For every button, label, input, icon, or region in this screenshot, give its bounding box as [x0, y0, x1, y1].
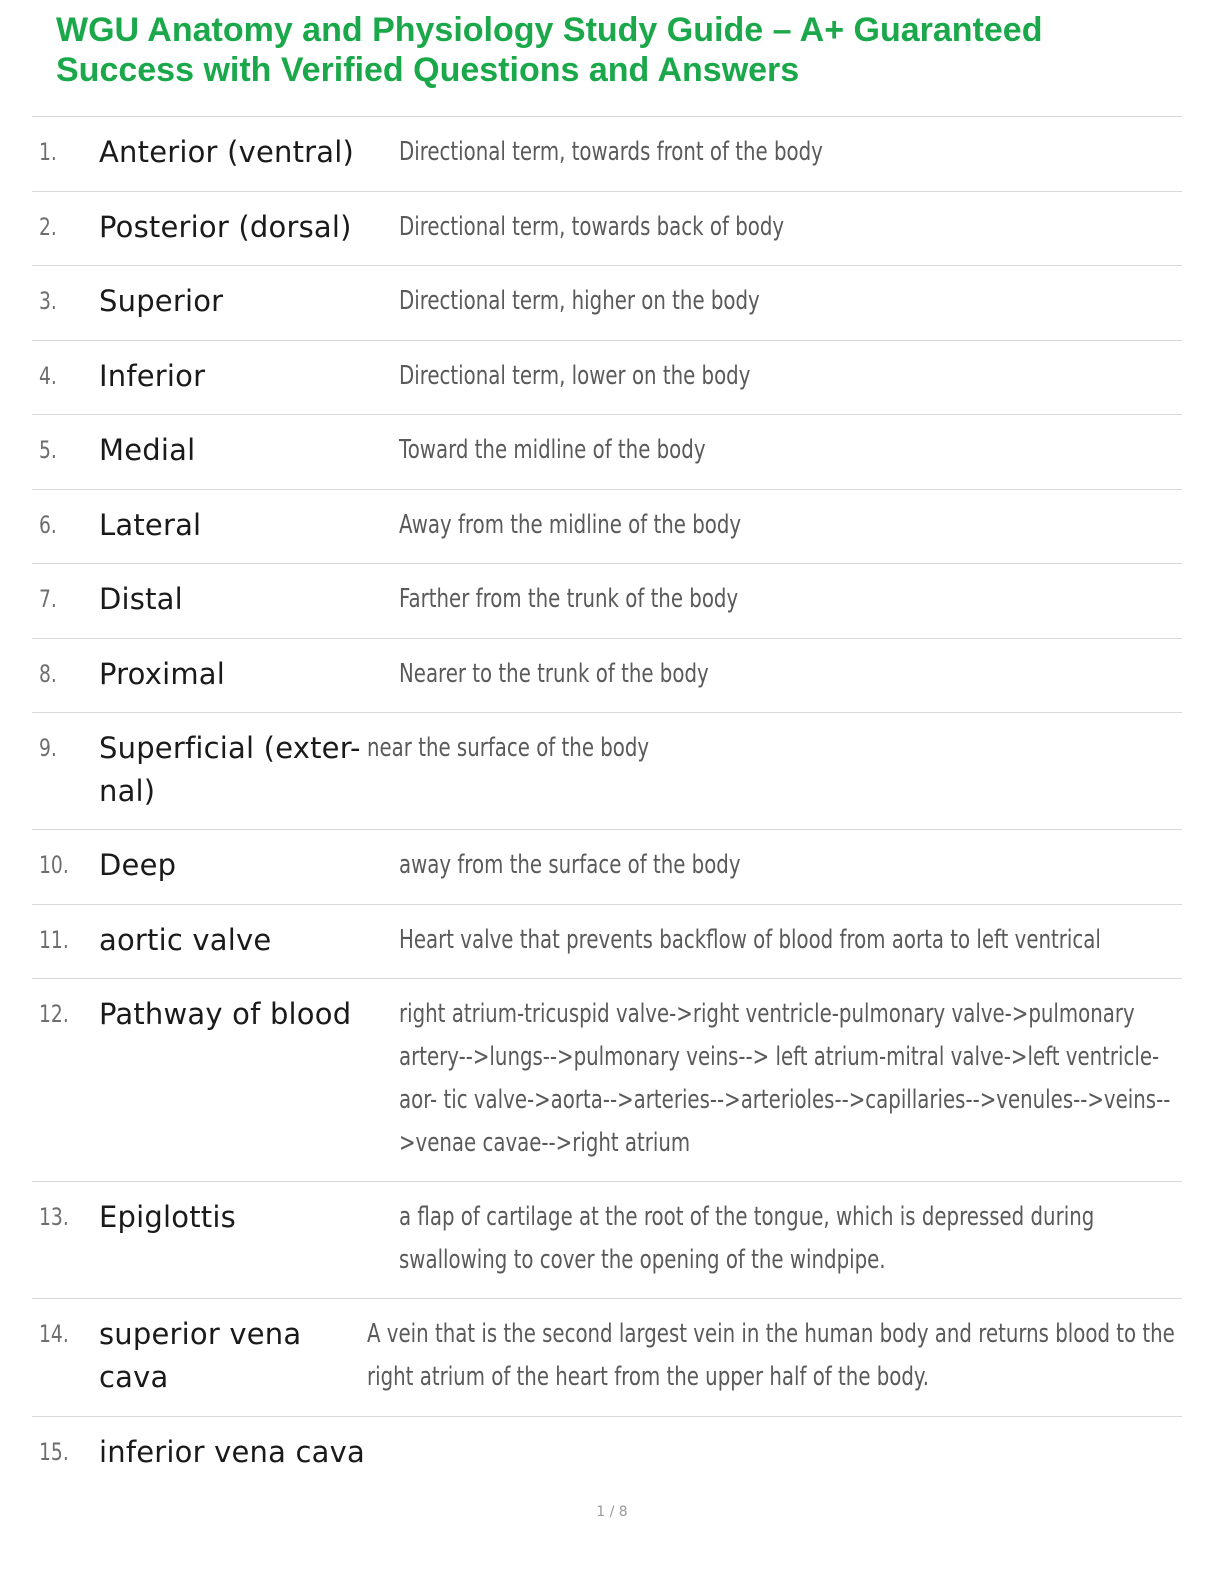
term-row: [32, 341, 1182, 415]
term-number: 3.: [39, 287, 57, 315]
term-word: Medial: [99, 433, 196, 467]
term-number: 1.: [39, 138, 57, 166]
term-definition: [399, 429, 1182, 472]
term-definition-text: Directional term, towards back of body: [399, 212, 785, 242]
term-number: 6.: [39, 511, 57, 539]
term-definition: [399, 280, 1182, 323]
term-number: 4.: [39, 362, 57, 390]
term-word: inferior vena cava: [99, 1435, 365, 1469]
term-word: Lateral: [99, 508, 202, 542]
term-word: Posterior (dorsal): [99, 210, 352, 244]
term-number: 15.: [39, 1438, 69, 1466]
term-number: 11.: [39, 926, 69, 954]
term-row: [32, 905, 1182, 979]
term-row: [32, 192, 1182, 266]
term-word: Distal: [99, 582, 183, 616]
term-number: 2.: [39, 213, 57, 241]
term-word: Proximal: [99, 657, 226, 691]
term-definition-text: Directional term, towards front of the body: [399, 137, 823, 167]
term-definition-text: Farther from the trunk of the body: [399, 584, 739, 614]
term-word: Anterior (ventral): [99, 135, 355, 169]
term-word: superior vena cava: [99, 1317, 302, 1394]
term-definition: [399, 1196, 1182, 1282]
term-definition: [399, 919, 1182, 962]
term-row: [32, 1417, 1182, 1487]
term-number: 10.: [39, 851, 69, 879]
term-word: Pathway of blood: [99, 997, 352, 1031]
term-word: Inferior: [99, 359, 206, 393]
term-number: 13.: [39, 1203, 69, 1231]
document-title-line-2: Success with Verified Questions and Answers: [56, 51, 800, 89]
term-row: [32, 490, 1182, 564]
term-definition: [399, 206, 1182, 249]
term-word: Superficial (exter- nal): [99, 731, 361, 808]
term-definition-text: Heart valve that prevents backflow of blood from aorta to left ventrical: [399, 925, 1101, 955]
term-definition: [367, 1313, 1182, 1399]
document-title-line-1: WGU Anatomy and Physiology Study Guide – A+ Guaranteed: [56, 11, 1043, 49]
term-row: [32, 1299, 1182, 1417]
term-word: Superior: [99, 284, 224, 318]
term-number: 12.: [39, 1000, 69, 1028]
term-row: [32, 117, 1182, 192]
term-row: [32, 713, 1182, 830]
term-number: 14.: [39, 1320, 69, 1348]
term-number: 9.: [39, 734, 57, 762]
term-number: 7.: [39, 585, 57, 613]
term-row: [32, 415, 1182, 490]
term-definition: [399, 653, 1182, 696]
term-definition-text: a flap of cartilage at the root of the tongue, which is depressed during swallowing to cover the opening of the windpipe.: [399, 1202, 1095, 1275]
term-word: Deep: [99, 848, 177, 882]
term-word: Epiglottis: [99, 1200, 236, 1234]
term-definition: [367, 727, 1182, 770]
term-definition-text: away from the surface of the body: [399, 850, 741, 880]
term-definition-text: right atrium-tricuspid valve->right ventricle-pulmonary valve->pulmonary artery-->lungs-->pulmonary veins--> left atrium-mitral valve->left ventricle-aor- tic valve->aorta-->arteries-->arterioles-->capillaries-->venules-->veins-->venae cavae-->right atrium: [399, 999, 1171, 1158]
term-row: [32, 979, 1182, 1182]
term-row: [32, 830, 1182, 905]
term-definition: [399, 504, 1182, 547]
term-definition: [399, 844, 1182, 887]
term-definition-text: Directional term, higher on the body: [399, 286, 760, 316]
term-list: [32, 116, 1182, 1487]
document-title: [56, 10, 1176, 90]
term-row: [32, 639, 1182, 713]
term-definition-text: Toward the midline of the body: [399, 435, 706, 465]
term-row: [32, 564, 1182, 639]
term-definition-text: A vein that is the second largest vein in the human body and returns blood to the right atrium of the heart from the upper half of the body.: [367, 1319, 1175, 1392]
term-definition: [399, 578, 1182, 621]
term-row: [32, 266, 1182, 341]
term-definition-text: Directional term, lower on the body: [399, 361, 751, 391]
term-definition: [399, 131, 1182, 174]
term-number: 8.: [39, 660, 57, 688]
term-definition-text: Nearer to the trunk of the body: [399, 659, 709, 689]
term-definition: [399, 355, 1182, 398]
term-definition: [399, 993, 1182, 1165]
term-definition-text: near the surface of the body: [367, 733, 650, 763]
term-number: 5.: [39, 436, 57, 464]
term-row: [32, 1182, 1182, 1299]
term-word: aortic valve: [99, 923, 272, 957]
page-number: 1 / 8: [596, 1504, 628, 1520]
term-definition-text: Away from the midline of the body: [399, 510, 742, 540]
